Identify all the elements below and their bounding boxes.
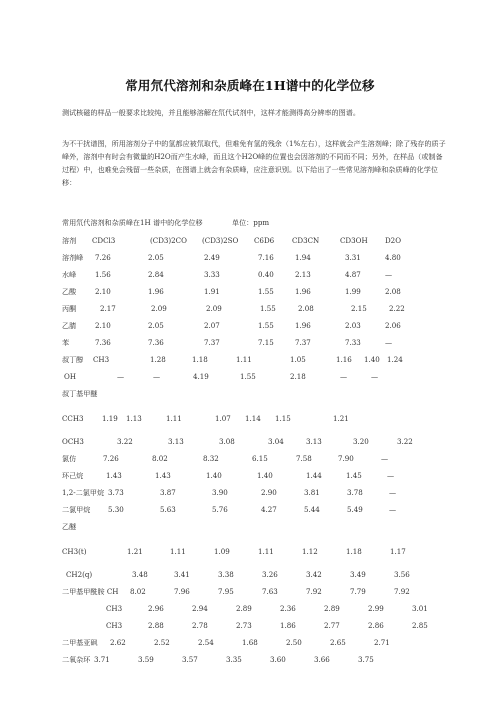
table-cell: 单位：ppm [232, 218, 270, 227]
table-cell: 3.35 [226, 655, 242, 664]
table-cell: 1.19 [102, 414, 118, 423]
table-cell: 2.54 [198, 638, 214, 647]
table-cell: 1.94 [295, 253, 311, 262]
table-cell: 3.59 [138, 655, 154, 664]
table-cell: 3.87 [160, 488, 176, 497]
table-cell: 3.57 [182, 655, 198, 664]
table-cell: 1.11 [166, 414, 182, 423]
table-row [0, 454, 500, 466]
table-cell: 3.26 [262, 570, 278, 579]
table-cell: 1.24 [387, 355, 403, 364]
table-cell: CD3OH [340, 236, 368, 245]
table-cell: 3.41 [174, 570, 190, 579]
table-cell: 7.37 [204, 338, 220, 347]
table-row [0, 414, 500, 426]
table-cell: — [389, 505, 397, 514]
table-cell: 7.63 [262, 587, 278, 596]
table-cell: 3.20 [353, 437, 369, 446]
table-cell: (CD3)2CO [150, 236, 187, 245]
table-row [0, 547, 500, 559]
row-label: 1,2-二氯甲烷 [62, 488, 105, 497]
table-cell: 2.08 [385, 287, 401, 296]
table-cell: 3.13 [306, 437, 322, 446]
table-cell: 8.02 [152, 454, 168, 463]
table-cell: 3.22 [397, 437, 413, 446]
row-label: OCH3 [62, 437, 84, 446]
table-cell: 7.37 [295, 338, 311, 347]
table-cell: — [385, 270, 393, 279]
table-cell: 3.31 [345, 253, 361, 262]
table-row [0, 437, 500, 449]
table-cell: 7.92 [306, 587, 322, 596]
table-cell: 2.09 [206, 304, 222, 313]
table-cell: 7.96 [174, 587, 190, 596]
table-cell: 1.13 [126, 414, 142, 423]
table-cell: 7.33 [345, 338, 361, 347]
table-cell: 2.77 [324, 621, 340, 630]
table-cell: 7.16 [258, 253, 274, 262]
table-cell: 1.16 [336, 355, 352, 364]
table-row [0, 389, 500, 401]
table-cell: 1.05 [290, 355, 306, 364]
table-cell: 3.08 [219, 437, 235, 446]
table-cell: 4.80 [385, 253, 401, 262]
table-cell: 1.18 [346, 547, 362, 556]
table-cell: 2.94 [192, 604, 208, 613]
table-cell: 1.21 [127, 547, 143, 556]
table-cell: 2.05 [148, 253, 164, 262]
table-row [0, 218, 500, 230]
table-cell: 2.06 [385, 321, 401, 330]
row-label: 乙腈 [62, 321, 77, 330]
table-cell: 4.19 [193, 372, 209, 381]
table-row [0, 655, 500, 667]
table-cell: 3.71 [94, 655, 110, 664]
table-cell: 7.95 [218, 587, 234, 596]
row-label: CCH3 [62, 414, 84, 423]
table-cell: 2.96 [148, 604, 164, 613]
table-cell: 2.90 [261, 488, 277, 497]
table-cell: 8.32 [203, 454, 219, 463]
table-cell: 3.49 [350, 570, 366, 579]
table-cell: 1.55 [258, 287, 274, 296]
table-cell: 1.11 [170, 547, 186, 556]
table-cell: 3.73 [108, 488, 124, 497]
table-cell: 3.38 [218, 570, 234, 579]
row-label: 氯仿 [62, 454, 77, 463]
table-row [0, 321, 500, 333]
row-label: 二氧杂环 [62, 655, 91, 664]
table-cell: CDCl3 [92, 236, 116, 245]
table-cell: CD3CN [292, 236, 320, 245]
table-cell: 1.14 [245, 414, 261, 423]
table-cell: 1.21 [333, 414, 349, 423]
table-row [0, 304, 500, 316]
table-cell: 2.17 [100, 304, 116, 313]
table-cell: 5.30 [108, 505, 124, 514]
table-cell: 3.78 [347, 488, 363, 497]
table-cell: 2.03 [345, 321, 361, 330]
table-cell: 1.17 [390, 547, 406, 556]
table-row [0, 236, 500, 248]
table-cell: 8.02 [130, 587, 146, 596]
table-cell: 2.36 [280, 604, 296, 613]
table-cell: 4.27 [261, 505, 277, 514]
table-row [0, 355, 500, 367]
table-cell: 3.75 [358, 655, 374, 664]
table-cell: 1.43 [155, 471, 171, 480]
table-cell: 3.22 [117, 437, 133, 446]
table-cell: 3.56 [394, 570, 410, 579]
row-label: CH3(t) [62, 547, 87, 556]
table-row [0, 338, 500, 350]
table-cell: 3.01 [412, 604, 428, 613]
table-cell: 2.84 [148, 270, 164, 279]
table-cell: 1.40 [206, 471, 222, 480]
table-cell: 2.85 [412, 621, 428, 630]
table-cell: 6.15 [252, 454, 268, 463]
table-cell: 2.50 [286, 638, 302, 647]
document-title: 常用氘代溶剂和杂质峰在1H谱中的化学位移 [125, 78, 375, 93]
table-cell: 3.90 [212, 488, 228, 497]
table-row [0, 570, 500, 582]
table-cell: C6D6 [254, 236, 275, 245]
table-cell: 5.76 [212, 505, 228, 514]
row-label: CH3 [106, 604, 123, 613]
table-cell: — [153, 372, 161, 381]
table-row [0, 604, 500, 616]
table-cell: 1.86 [280, 621, 296, 630]
table-cell: 3.13 [168, 437, 184, 446]
table-row [0, 270, 500, 282]
table-cell: 1.11 [236, 355, 252, 364]
table-cell: — [389, 488, 397, 497]
table-cell: 2.52 [154, 638, 170, 647]
row-label: 溶剂峰 [62, 253, 84, 262]
table-cell: 7.26 [103, 454, 119, 463]
table-cell: 2.99 [368, 604, 384, 613]
table-cell: 7.92 [394, 587, 410, 596]
table-cell: — [387, 471, 395, 480]
table-cell: 1.09 [214, 547, 230, 556]
table-cell: 2.78 [192, 621, 208, 630]
table-cell: 5.44 [304, 505, 320, 514]
table-cell: 5.49 [347, 505, 363, 514]
table-cell: 2.09 [151, 304, 167, 313]
table-cell: 2.71 [374, 638, 390, 647]
table-cell: — [371, 372, 379, 381]
table-cell: D2O [385, 236, 402, 245]
table-cell: 2.88 [148, 621, 164, 630]
table-cell: 2.86 [368, 621, 384, 630]
table-cell: 2.10 [95, 321, 111, 330]
table-cell: 2.07 [204, 321, 220, 330]
table-cell: 1.55 [240, 372, 256, 381]
table-cell: 2.65 [330, 638, 346, 647]
table-cell: 1.56 [95, 270, 111, 279]
table-cell: 7.26 [95, 253, 111, 262]
table-cell: 1.07 [215, 414, 231, 423]
table-cell: 2.89 [236, 604, 252, 613]
table-cell: 3.60 [270, 655, 286, 664]
table-row [0, 621, 500, 633]
table-cell: 3.33 [204, 270, 220, 279]
table-cell: 2.18 [290, 372, 306, 381]
table-cell: 7.36 [148, 338, 164, 347]
table-cell: CH3 [93, 355, 110, 364]
table-cell: 1.96 [295, 321, 311, 330]
row-label: 丙酮 [62, 304, 77, 313]
table-cell: 1.44 [306, 471, 322, 480]
table-row [0, 522, 500, 534]
table-cell: — [340, 372, 348, 381]
row-label: CH3 [106, 621, 123, 630]
table-cell: — [381, 454, 389, 463]
table-cell: 0.40 [258, 270, 274, 279]
table-cell: — [385, 338, 393, 347]
table-cell: 2.49 [204, 253, 220, 262]
row-label: 二甲基甲酰胺 CH [62, 587, 119, 596]
row-label: CH2(q) [66, 570, 93, 579]
table-cell: 2.89 [324, 604, 340, 613]
table-cell: 1.18 [192, 355, 208, 364]
table-cell: 5.63 [160, 505, 176, 514]
table-cell: 1.40 [257, 471, 273, 480]
row-label: 叔丁基甲醚 [62, 389, 98, 398]
table-cell: 1.45 [346, 471, 362, 480]
table-cell: 1.43 [106, 471, 122, 480]
table-cell: 7.90 [338, 454, 354, 463]
row-label: 乙醚 [62, 522, 77, 531]
row-label: 乙酸 [62, 287, 77, 296]
row-label: 环己烷 [62, 471, 84, 480]
table-cell: 2.05 [148, 321, 164, 330]
table-row [0, 587, 500, 599]
row-label: 溶剂 [62, 236, 77, 245]
table-cell: (CD3)2SO [202, 236, 239, 245]
table-cell: 1.99 [345, 287, 361, 296]
table-cell: 2.22 [389, 304, 405, 313]
table-cell: 3.42 [306, 570, 322, 579]
table-cell: 4.87 [345, 270, 361, 279]
description-paragraph: 为不干扰谱图，所用溶剂分子中的氢都应被氘取代，但难免有氢的残余（1%左右），这样就会产生溶剂峰；除了残存的质子峰外，溶剂中有时会有微量的H2O而产生水峰，而且这个H2O峰的位置也会因溶剂的不同而不同；另外，在样品（或制备过程）中，也难免会残留一些杂质，在图谱上就会有杂质峰，应注意识别。以下给出了一些常见溶剂峰和杂质峰的化学位移： [62, 139, 446, 187]
table-cell: 3.81 [304, 488, 320, 497]
row-label: 二氯甲烷 [62, 505, 91, 514]
table-cell: 3.04 [268, 437, 284, 446]
table-cell: 7.36 [95, 338, 111, 347]
table-cell: 2.62 [110, 638, 126, 647]
table-row [0, 372, 500, 384]
table-cell: 1.96 [148, 287, 164, 296]
table-row [0, 287, 500, 299]
table-row [0, 471, 500, 483]
table-cell: 3.48 [132, 570, 148, 579]
table-row [0, 488, 500, 500]
row-label: 叔丁醇 [62, 355, 84, 364]
table-cell: 7.79 [350, 587, 366, 596]
row-label: 水峰 [62, 270, 77, 279]
table-cell: 1.55 [258, 321, 274, 330]
table-cell: 1.15 [275, 414, 291, 423]
row-label: OH [64, 372, 77, 381]
table-cell: 2.10 [95, 287, 111, 296]
table-row [0, 253, 500, 265]
row-label: 苯 [62, 338, 70, 347]
table-cell: 1.91 [204, 287, 220, 296]
intro-paragraph: 测试核磁的样品一般要求比较纯，并且能够溶解在氘代试剂中，这样才能测得高分辨率的图谱。 [62, 108, 360, 117]
table-cell: 1.11 [258, 547, 274, 556]
table-cell: 7.15 [258, 338, 274, 347]
table-row [0, 638, 500, 650]
table-cell: 1.96 [295, 287, 311, 296]
table-cell: 1.28 [150, 355, 166, 364]
table-cell: 1.68 [242, 638, 258, 647]
table-cell: 2.73 [236, 621, 252, 630]
table-cell: 1.55 [260, 304, 276, 313]
row-label: 二甲基亚砜 [62, 638, 98, 647]
table-cell: 3.66 [314, 655, 330, 664]
table-cell: — [117, 372, 125, 381]
table-cell: 2.13 [295, 270, 311, 279]
table-row [0, 505, 500, 517]
table-cell: 2.15 [351, 304, 367, 313]
table-cell: 1.40 [364, 355, 380, 364]
row-label: 常用氘代溶剂和杂质峰在1H 谱中的化学位移 [62, 218, 203, 227]
table-cell: 1.12 [302, 547, 318, 556]
table-cell: 2.08 [298, 304, 314, 313]
table-cell: 7.58 [296, 454, 312, 463]
